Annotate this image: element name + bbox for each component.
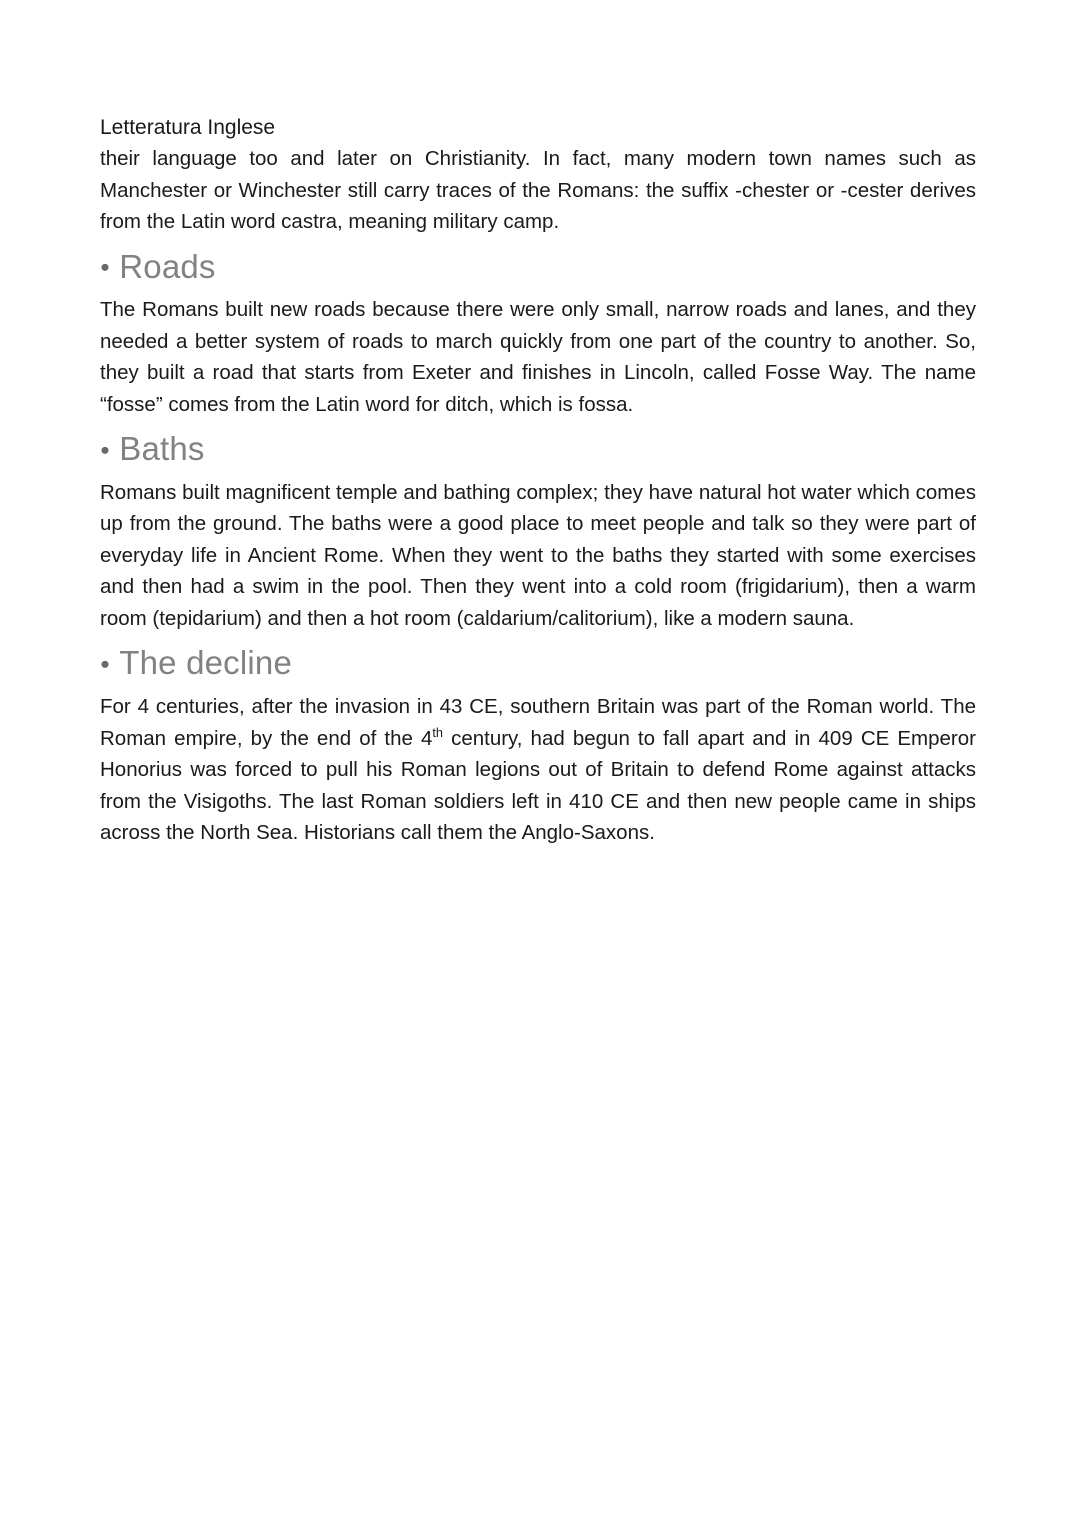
section-heading-decline	[100, 643, 976, 684]
baths-paragraph: Romans built magnificent temple and bathing complex; they have natural hot water which comes up from the ground. The baths were a good place to meet people and talk so they were part of everyday life in Ancient Rome. When they went to the baths they started with some exercises and then had a swim in the pool. Then they went into a cold room (frigidarium), then a warm room (tepidarium) and then a hot room (caldarium/calitorium), like a modern sauna.	[100, 480, 976, 630]
page-title: Letteratura Inglese	[100, 116, 276, 139]
decline-text-start: For 4 centuries, after the invasion in 43 CE, southern Britain was part of the Roman world. The Roman empire, by the end of the 4	[100, 695, 976, 750]
bullet-icon: ●	[100, 655, 111, 674]
bullet-icon: ●	[100, 440, 111, 459]
section-heading-roads	[100, 247, 976, 288]
section-heading-label: Roads	[119, 247, 216, 285]
decline-text-end: century, had begun to fall apart and in 409 CE Emperor Honorius was forced to pull his Roman legions out of Britain to defend Rome against attacks from the Visigoths. The last Roman soldiers left in 410 CE and then new people came in ships across the North Sea. Historians call them the Anglo-Saxons.	[100, 726, 976, 845]
section-heading-label: Baths	[119, 430, 205, 468]
section-heading-baths	[100, 429, 976, 470]
intro-paragraph: their language too and later on Christianity. In fact, many modern town names such as Manchester or Winchester still carry traces of the Romans: the suffix -chester or -cester derives from the Latin word castra, meaning military camp.	[100, 147, 976, 233]
bullet-icon: ●	[100, 258, 111, 277]
roads-paragraph: The Romans built new roads because there were only small, narrow roads and lanes, and they needed a better system of roads to march quickly from one part of the country to another. So, they built a road that starts from Exeter and finishes in Lincoln, called Fosse Way. The name “fosse” comes from the Latin word for ditch, which is fossa.	[100, 298, 976, 416]
decline-paragraph	[100, 691, 976, 849]
superscript-ordinal: th	[432, 724, 443, 740]
section-heading-label: The decline	[119, 644, 293, 682]
